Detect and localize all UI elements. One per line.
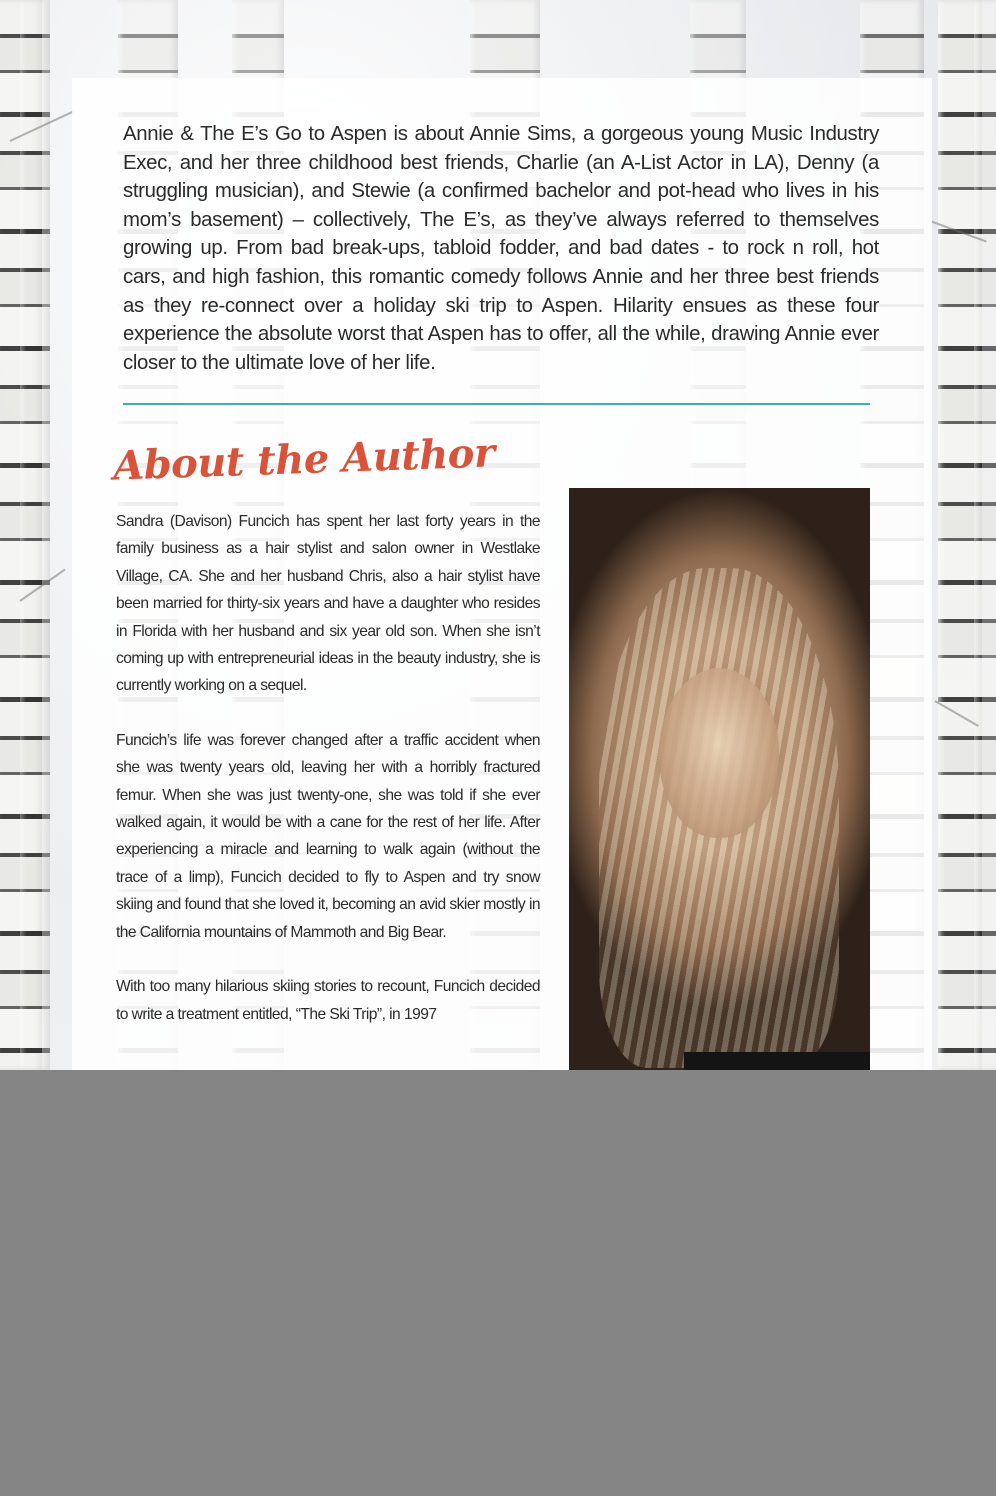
about-the-author-heading: About the Author (112, 429, 496, 490)
section-divider (123, 403, 870, 405)
author-photo (569, 488, 870, 1070)
bio-paragraph: Funcich’s life was forever changed after a traffic accident when she was twenty years old, leaving her with a horribly fractured femur. When she was just twenty-one, she was told if she ever walked again, it would be with a cane for the rest of her life. After experiencing a miracle and learning to walk again (without the trace of a limp), Funcich decided to fly to Aspen and try snow skiing and found that she loved it, becoming an avid skier mostly in the California mountains of Mammoth and Big Bear. (116, 731, 540, 941)
photo-shadow (684, 1052, 870, 1070)
birch-trunk (974, 0, 996, 1070)
birch-trunk (20, 0, 50, 1070)
author-bio (116, 508, 540, 1055)
gray-lower-region (0, 1070, 996, 1496)
photo-face (659, 668, 779, 838)
bio-paragraph: With too many hilarious skiing stories to recount, Funcich decided to write a treatment entitled, “The Ski Trip”, in 1997 (116, 978, 540, 1023)
bio-paragraph: Sandra (Davison) Funcich has spent her last forty years in the family business as a hair stylist and salon owner in Westlake Village, CA. She and her husband Chris, also a hair stylist have been married for thirty-six years and have a daughter who resides in Florida with her husband and six year old son. When she isn’t coming up with entrepreneurial ideas in the beauty industry, she is currently working on a sequel. (116, 513, 540, 695)
book-synopsis: Annie & The E’s Go to Aspen is about Annie Sims, a gorgeous young Music Industry Exec, and her three childhood best friends, Charlie (an A-List Actor in LA), Denny (a struggling musician), and Stewie (a confirmed bachelor and pot-head who lives in his mom’s basement) – collectively, The E’s, as they’ve always referred to themselves growing up. From bad break-ups, tabloid fodder, and bad dates - to rock n roll, hot cars, and high fashion, this romantic comedy follows Annie and her three best friends as they re-connect over a holiday ski trip to Aspen. Hilarity ensues as these four experience the absolute worst that Aspen has to offer, all the while, drawing Annie ever closer to the ultimate love of her life. (123, 123, 879, 374)
